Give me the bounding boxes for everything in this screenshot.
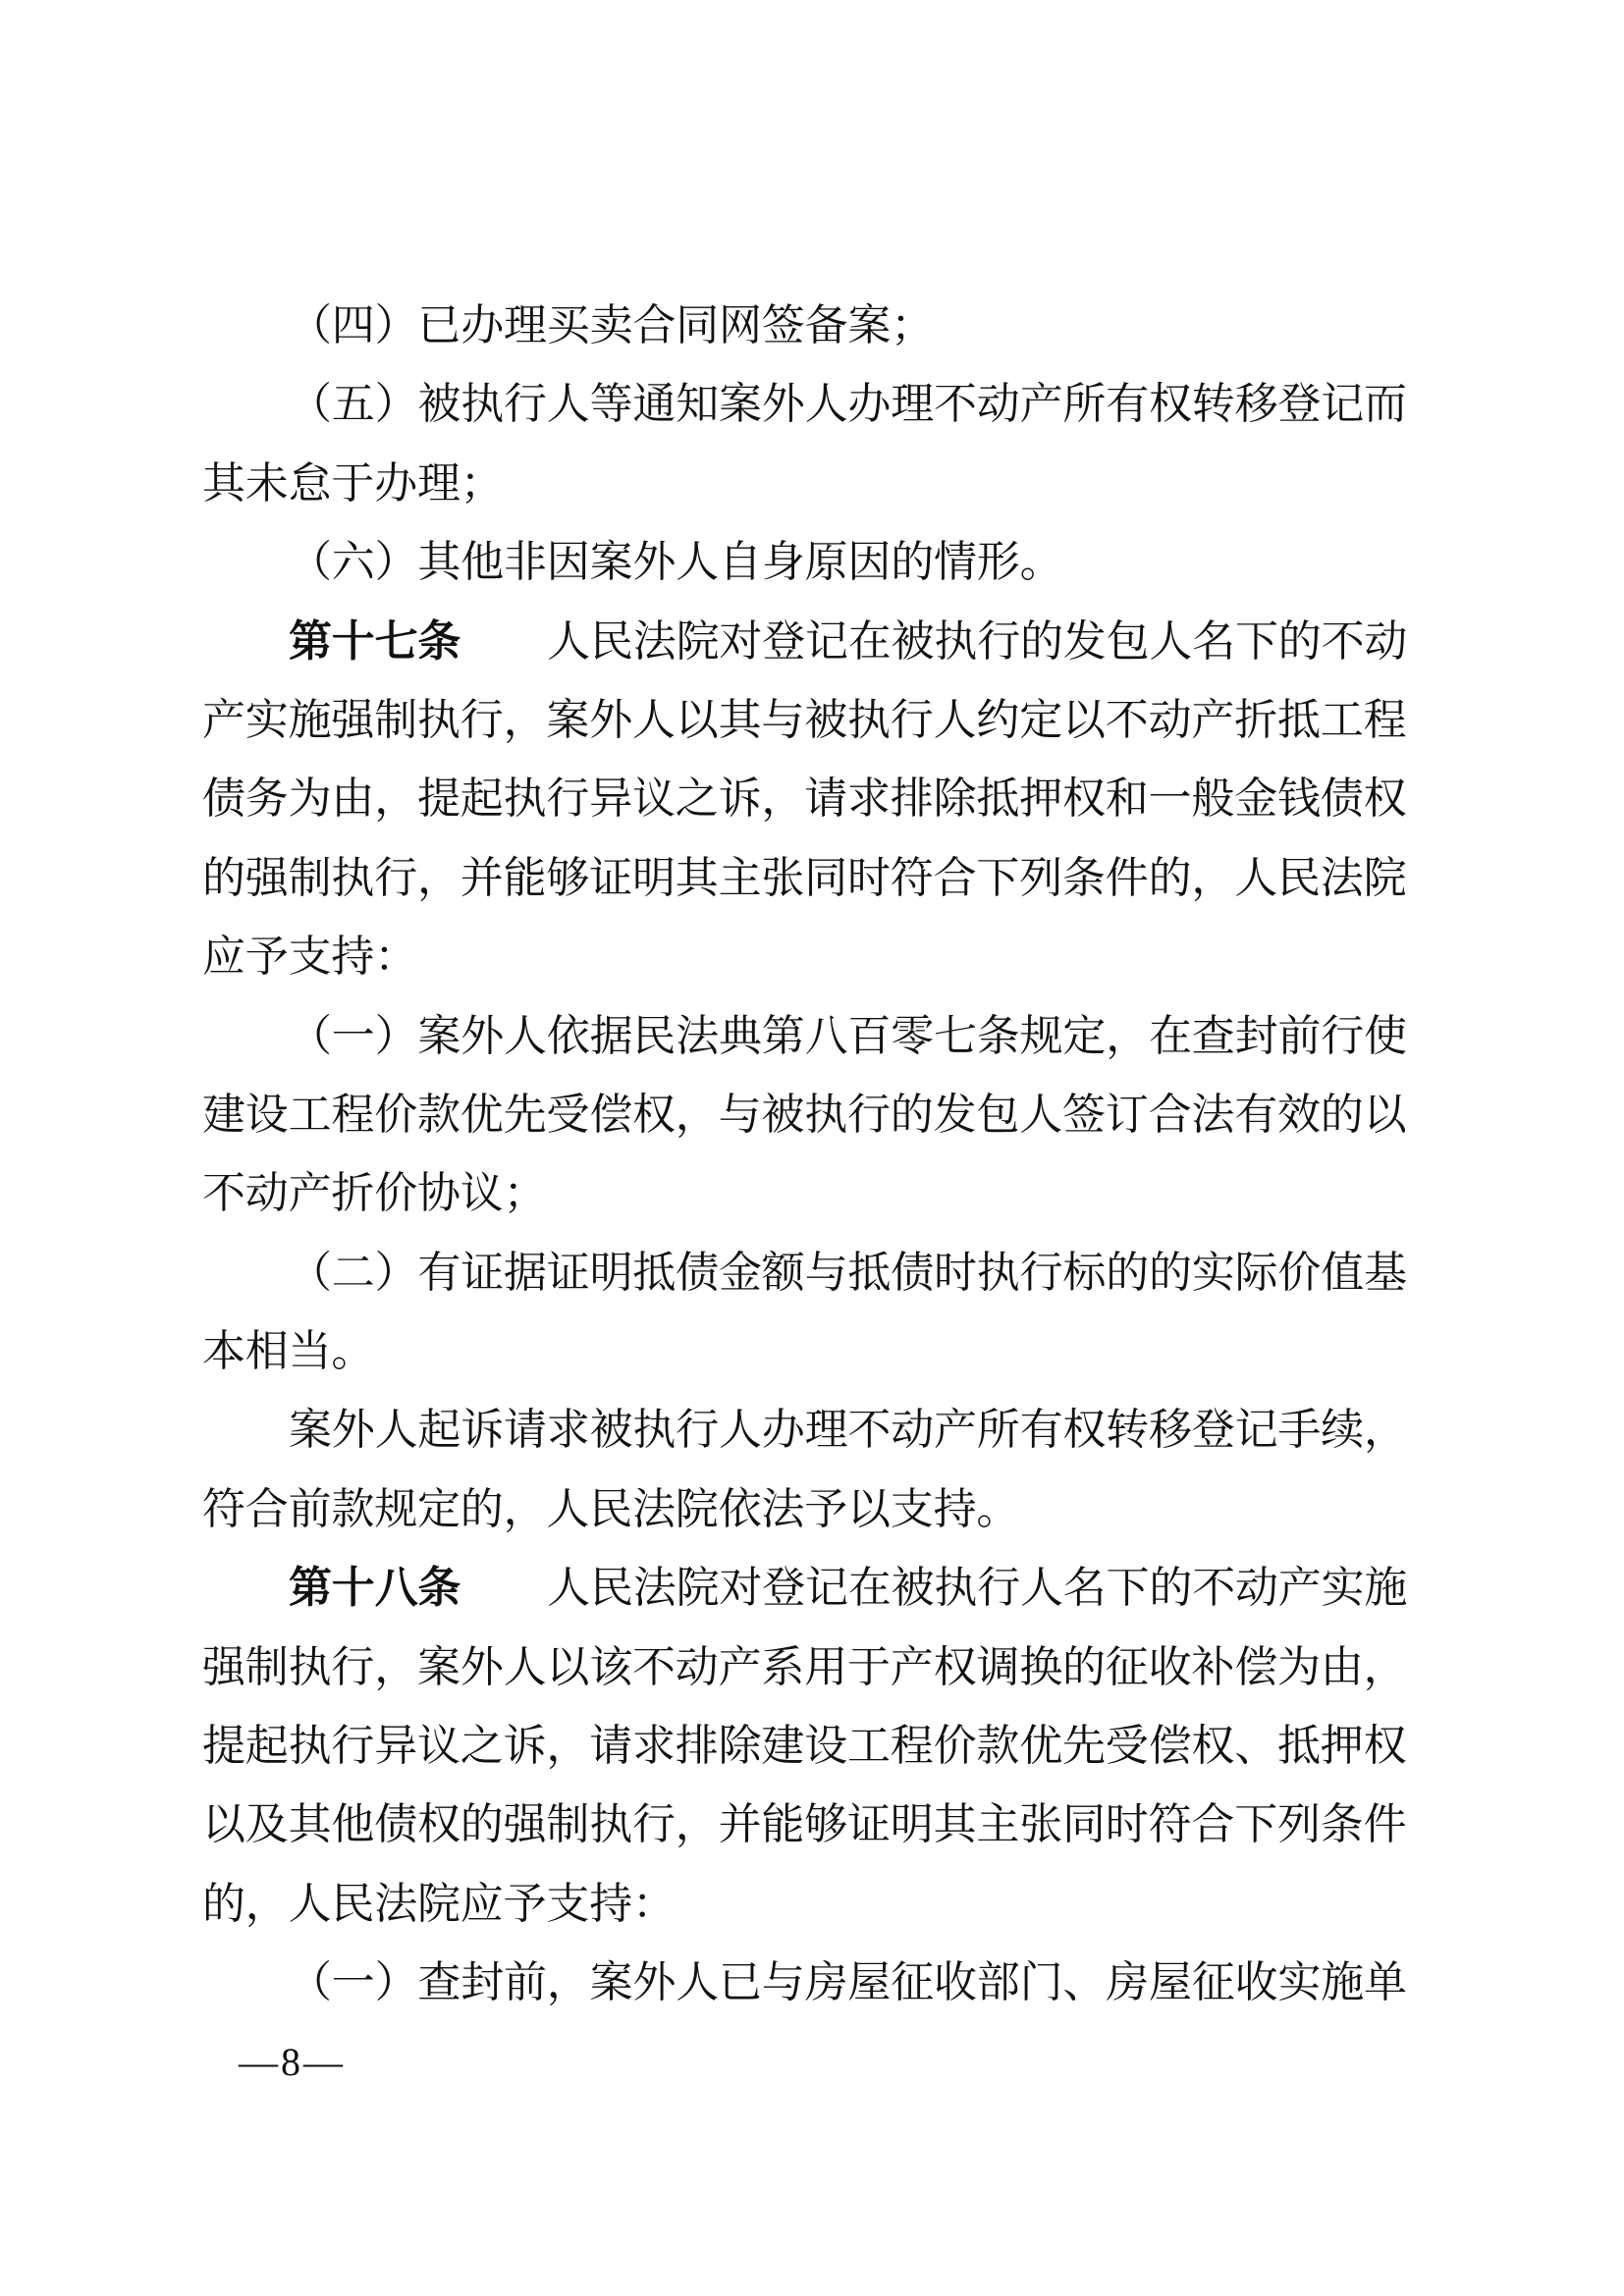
line-text: 人民法院对登记在被执行人名下的不动产实施: [547, 1564, 1408, 1613]
text-line: [202, 1391, 1420, 1469]
text-line: [202, 760, 1420, 838]
text-line: [202, 603, 1420, 681]
text-line: [202, 1312, 1420, 1391]
text-line: [202, 1707, 1420, 1786]
text-line: [202, 1865, 1420, 1944]
text-line: [202, 445, 1420, 523]
line-text: （一）案外人依据民法典第八百零七条规定，在查封前行使: [289, 1011, 1407, 1060]
line-text: （一）查封前，案外人已与房屋征收部门、房屋征收实施单: [289, 1958, 1407, 2007]
text-line: [202, 1076, 1420, 1154]
line-text: 以及其他债权的强制执行，并能够证明其主张同时符合下列条件: [202, 1800, 1407, 1849]
line-text: 其未怠于办理；: [202, 458, 504, 507]
article-heading: 第十八条: [289, 1564, 461, 1613]
page-number: —8—: [239, 2040, 346, 2084]
text-line: [202, 1944, 1420, 2022]
text-line: [202, 523, 1420, 602]
text-line: [202, 681, 1420, 760]
line-text: 不动产折价协议；: [202, 1169, 547, 1218]
line-text: 人民法院对登记在被执行的发包人名下的不动: [547, 616, 1408, 666]
line-text: 符合前款规定的，人民法院依法予以支持。: [202, 1484, 1020, 1533]
line-text: 本相当。: [202, 1327, 375, 1376]
line-text: （六）其他非因案外人自身原因的情形。: [289, 538, 1063, 587]
text-line: [202, 287, 1420, 365]
text-line: [202, 1629, 1420, 1707]
line-text: 提起执行异议之诉，请求排除建设工程价款优先受偿权、抵押权: [202, 1722, 1407, 1771]
text-line: [202, 1234, 1420, 1312]
text-line: [202, 918, 1420, 996]
text-line: [202, 1154, 1420, 1233]
text-line: [202, 839, 1420, 918]
line-text: （五）被执行人等通知案外人办理不动产所有权转移登记而: [289, 380, 1407, 429]
article-heading: 第十七条: [289, 616, 461, 666]
line-text: 产实施强制执行，案外人以其与被执行人约定以不动产折抵工程: [202, 695, 1407, 744]
text-line: [202, 1549, 1420, 1628]
text-line: [202, 997, 1420, 1076]
line-text: 的强制执行，并能够证明其主张同时符合下列条件的，人民法院: [202, 853, 1407, 902]
text-line: [202, 1470, 1420, 1549]
line-text: 的，人民法院应予支持：: [202, 1879, 676, 1928]
line-text: 建设工程价款优先受偿权，与被执行的发包人签订合法有效的以: [202, 1090, 1407, 1139]
line-text: 强制执行，案外人以该不动产系用于产权调换的征收补偿为由，: [202, 1642, 1407, 1691]
line-text: （二）有证据证明抵债金额与抵债时执行标的的实际价值基: [289, 1248, 1407, 1297]
text-line: [202, 365, 1420, 444]
document-body: [202, 287, 1420, 2023]
line-text: 债务为由，提起执行异议之诉，请求排除抵押权和一般金钱债权: [202, 774, 1407, 824]
text-line: [202, 1786, 1420, 1864]
line-text: （四）已办理买卖合同网签备案；: [289, 301, 934, 349]
line-text: 案外人起诉请求被执行人办理不动产所有权转移登记手续，: [289, 1406, 1407, 1455]
line-text: 应予支持：: [202, 933, 417, 982]
